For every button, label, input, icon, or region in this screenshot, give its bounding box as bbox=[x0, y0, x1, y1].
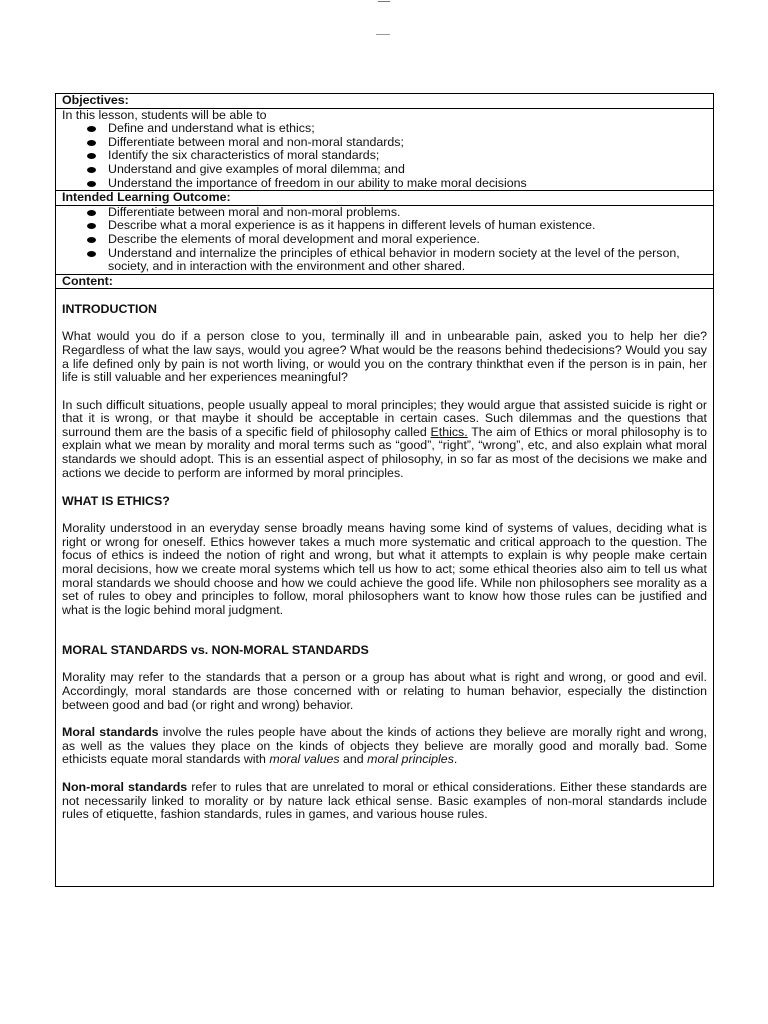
lesson-table bbox=[55, 93, 714, 887]
outcomes-list bbox=[62, 206, 707, 274]
list-item: Differentiate between moral and non-moral problems. bbox=[62, 206, 707, 220]
non-moral-standards-paragraph bbox=[62, 781, 707, 822]
list-item: Understand and give examples of moral dilemma; and bbox=[62, 163, 707, 177]
objectives-intro: In this lesson, students will be able to bbox=[62, 107, 267, 122]
list-item: Describe the elements of moral development and moral experience. bbox=[62, 233, 707, 247]
page-top-mark bbox=[376, 34, 390, 35]
introduction-paragraph-2 bbox=[62, 399, 707, 481]
content-heading: Content: bbox=[56, 275, 713, 290]
ethics-paragraph: Morality understood in an everyday sense broadly means having some kind of systems of values, deciding what is right or wrong for oneself. Ethics however takes a much more systematic and critical approach to the question. The focus of ethics is indeed the notion of right and wrong, but what it attempts to explain is why people make certain moral decisions, how we create moral systems which tell us how to act; some ethical theories also aim to tell us what moral standards we should choose and how we could achieve the good life. While non philosophers see morality as a set of rules to obey and principles to follow, moral philosophers want to know how those rules can be justified and what is the logic behind moral judgment. bbox=[62, 521, 707, 617]
outcomes-heading: Intended Learning Outcome: bbox=[56, 191, 713, 206]
ethics-link[interactable]: Ethics. bbox=[430, 424, 468, 439]
list-item: Understand the importance of freedom in our ability to make moral decisions bbox=[62, 177, 707, 191]
page-top-mark bbox=[378, 1, 390, 2]
moral-values-term: moral values bbox=[269, 752, 340, 767]
standards-title: MORAL STANDARDS vs. NON-MORAL STANDARDS bbox=[62, 643, 369, 658]
list-item: Identify the six characteristics of moral standards; bbox=[62, 149, 707, 163]
moral-standards-text: and bbox=[339, 752, 368, 767]
introduction-paragraph-1: What would you do if a person close to you, terminally ill and in unbearable pain, asked you to help her die? Regardless of what the law says, would you agree? What would be the reasons behind thedecisions? Would you say a life defined only by pain is not worth living, or would you on the contrary thinkthat even if the person is in pain, her life is still valuable and her experiences meaningful? bbox=[62, 329, 707, 385]
outcomes-body bbox=[56, 206, 713, 275]
list-item: Differentiate between moral and non-moral standards; bbox=[62, 136, 707, 150]
non-moral-standards-term: Non-moral standards bbox=[62, 779, 188, 794]
moral-standards-term: Moral standards bbox=[62, 725, 159, 740]
what-is-ethics-title: WHAT IS ETHICS? bbox=[62, 494, 170, 509]
moral-standards-paragraph bbox=[62, 726, 707, 767]
list-item: Define and understand what is ethics; bbox=[62, 122, 707, 136]
moral-standards-text: . bbox=[453, 752, 458, 767]
objectives-body bbox=[56, 109, 713, 192]
moral-standards-text: involve the rules people have about the kinds of actions they believe are morally right and wrong, as well as the values they place on the kinds of objects they believe are morally good and morally bad. Some ethicists equate moral standards with bbox=[62, 725, 707, 767]
objectives-heading: Objectives: bbox=[56, 94, 713, 109]
list-item: Understand and internalize the principles of ethical behavior in modern society at the level of the person, society, and in interaction with the environment and other shared. bbox=[62, 247, 707, 274]
introduction-text: The aim of Ethics or moral philosophy is to explain what we mean by morality and moral terms such as “good”, “right”, “wrong”, etc, and also explain what moral standards we should adopt. This is an essential aspect of philosophy, in so far as most of the decisions we make and actions we decide to perform are informed by moral principles. bbox=[62, 424, 707, 480]
introduction-text: In such difficult situations, people usually appeal to moral principles; they would argue that assisted suicide is right or that it is wrong, or that maybe it should be acceptable in certain cases. Such dilemmas and the questions that surround them are the basis of a specific field of philosophy called bbox=[62, 397, 707, 439]
moral-principles-term: moral principles bbox=[367, 752, 454, 767]
content-body bbox=[56, 302, 713, 821]
standards-paragraph: Morality may refer to the standards that a person or a group has about what is right and wrong, or good and evil. Accordingly, moral standards are those concerned with or relating to human behavior, especially the distinction between good and bad (or right and wrong) behavior. bbox=[62, 670, 707, 712]
objectives-list bbox=[62, 122, 707, 190]
list-item: Describe what a moral experience is as it happens in different levels of human existence. bbox=[62, 219, 707, 233]
introduction-title: INTRODUCTION bbox=[62, 302, 157, 317]
non-moral-standards-text: refer to rules that are unrelated to moral or ethical considerations. Either these standards are not necessarily linked to morality or by nature lack ethical sense. Basic examples of non-moral standards include rules of etiquette, fashion standards, rules in games, and various house rules. bbox=[62, 779, 707, 822]
